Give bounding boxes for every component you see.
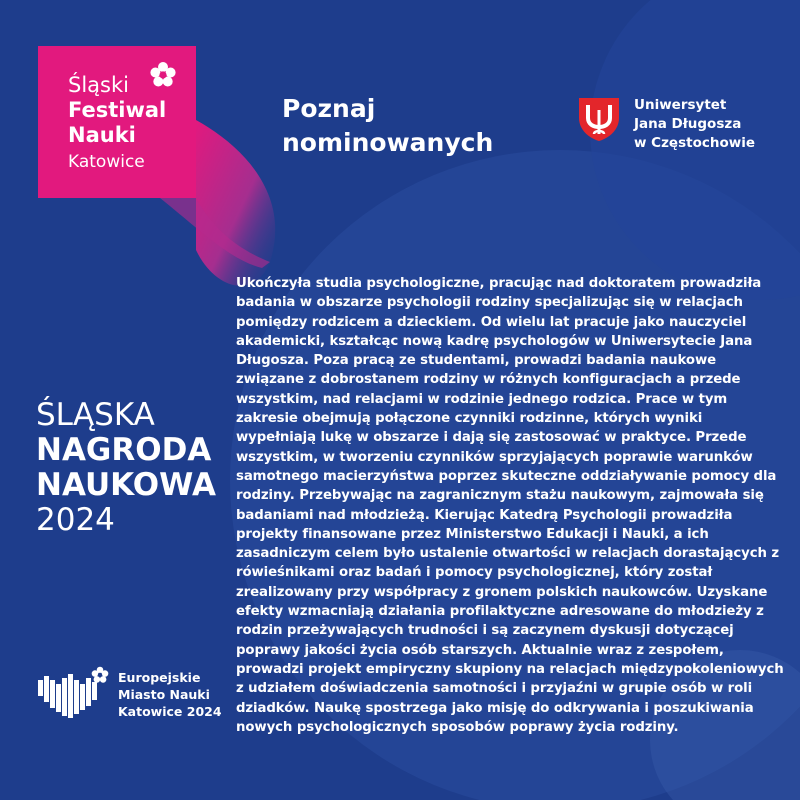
university-line3: w Częstochowie <box>634 135 755 151</box>
festival-logo-line2: Festiwal <box>68 98 167 122</box>
festival-logo-line4: Katowice <box>68 152 145 172</box>
european-city-line2: Miasto Nauki <box>118 687 210 702</box>
award-line4: 2024 <box>36 502 115 538</box>
university-crest-icon <box>575 96 623 142</box>
university-line1: Uniwersytet <box>634 97 727 113</box>
headline-line2: nominowanych <box>282 128 494 157</box>
university-line2: Jana Długosza <box>634 116 742 132</box>
european-city-line1: Europejskie <box>118 670 201 685</box>
award-line3: NAUKOWA <box>36 467 216 503</box>
award-title <box>36 398 216 538</box>
festival-logo <box>38 46 196 198</box>
award-line2: NAGRODA <box>36 432 212 468</box>
nominee-biography: Ukończyła studia psychologiczne, pracując nad doktoratem prowadziła badania w obszarze psychologii rodziny specjalizując się w relacjach pomiędzy rodzicem a dzieckiem. Od wielu lat pracuje jako nauczyciel akademicki, kształcąc nową kadrę psychologów w Uniwersytecie Jana Długosza. Poza pracą ze studentami, prowadzi badania naukowe związane z dobrostanem rodziny w różnych konfiguracjach a przede wszystkim, nad relacjami w rodzinie jednego rodzica. Prace w tym zakresie obejmują połączone czynniki rodzinne, których wyniki wypełniają lukę w obszarze i dają się zastosować w praktyce. Przede wszystkim, w tworzeniu czynników sprzyjających poprawie warunków samotnego macierzyństwa poprzez skuteczne oddziaływanie pomocy dla rodziny. Przebywając na zagranicznym stażu naukowym, zajmowała się badaniami nad młodzieżą. Kierując Katedrą Psychologii prowadziła projekty finansowane przez Ministerstwo Edukacji i Nauki, a ich zasadniczym celem było ustalenie otwartości w relacjach dorastających z rówieśnikami oraz badań i pomocy psychologicznej, który został zrealizowany przy współpracy z gronem polskich naukowców. Uzyskane efekty wzmacniają działania profilaktyczne adresowane do młodzieży z rodzin przeżywających trudności i są zaczynem dyskusji dotyczącej poprawy jakości życia osób starszych. Aktualnie wraz z zespołem, prowadzi projekt empiryczny skupiony na relacjach międzypokoleniowych z udziałem doświadczenia samotności i przyjaźni w grupie osób w roli dziadków. Naukę spostrzega jako misję do odkrywania i poszukiwania nowych psychologicznych sposobów poprawy życia rodziny. <box>236 276 784 735</box>
city-heart-icon <box>36 666 112 722</box>
university-name <box>634 96 755 153</box>
european-city-line3: Katowice 2024 <box>118 704 222 719</box>
award-line1: ŚLĄSKA <box>36 397 155 433</box>
headline-line1: Poznaj <box>282 94 376 123</box>
festival-logo-line3: Nauki <box>68 123 136 147</box>
flower-icon <box>148 60 178 90</box>
page-title <box>282 92 493 160</box>
festival-logo-line1: Śląski <box>68 73 129 97</box>
european-city-of-science <box>118 669 222 720</box>
